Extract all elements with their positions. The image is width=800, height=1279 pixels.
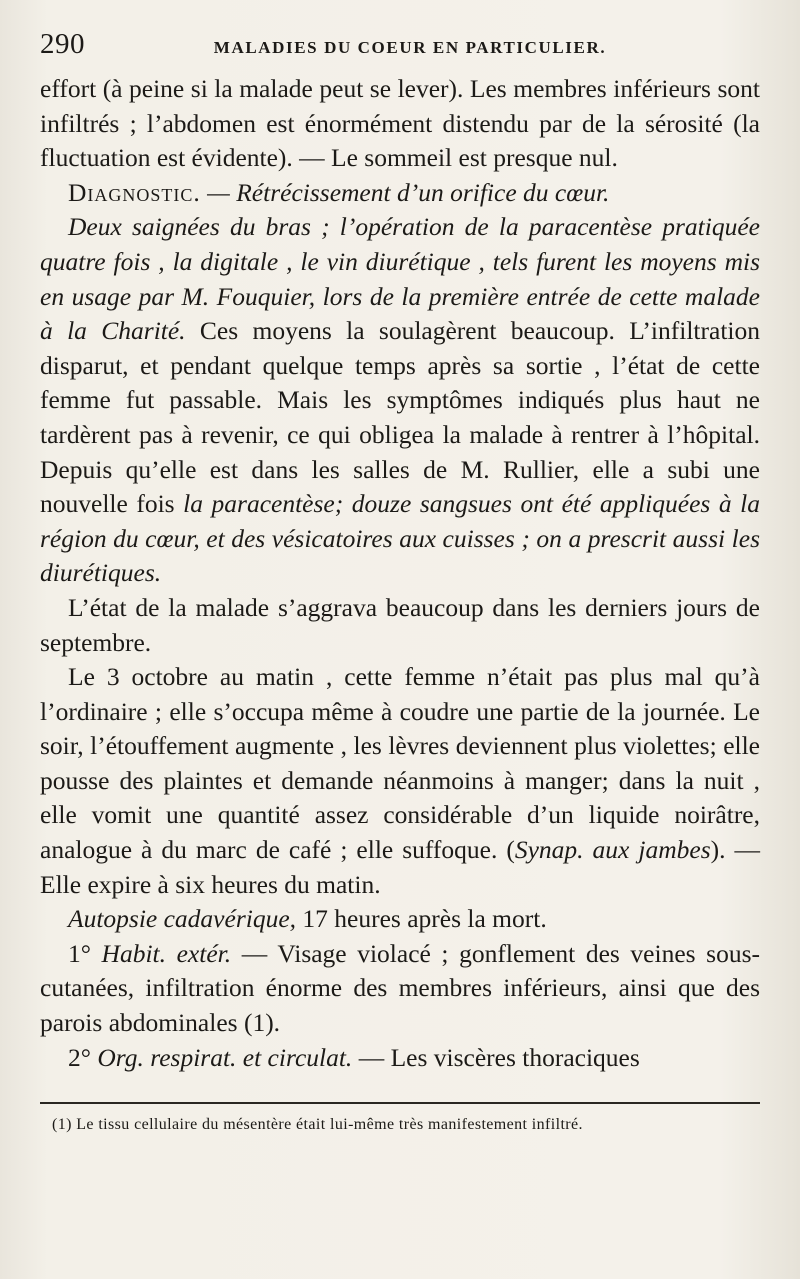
body-text [40,72,760,1075]
paragraph-autopsy [40,902,760,937]
organs-label: Org. respirat. et circulat. [97,1042,353,1072]
october-text-a: Le 3 octobre au matin , cette femme n’était pas plus mal qu’à l’ordinaire ; elle s’occupa même à coudre une partie de la journée. Le soir, l’étouffement augmente , les lèvres deviennent plus violettes; elle pousse des plaintes et demande néanmoins à manger; dans la nuit , elle vomit une quantité assez considérable d’un liquide noirâtre, analogue à du marc de café ; elle suffoque. ( [40,662,760,865]
paragraph-treatment [40,210,760,591]
paragraph-october [40,660,760,902]
diagnostic-text: — Rétrécissement d’un orifice du cœur. [200,177,610,207]
footnote-rule [40,1102,760,1104]
running-title: MALADIES DU COEUR EN PARTICULIER. [213,38,607,57]
habit-label: Habit. extér. [101,938,232,968]
paragraph-habit [40,937,760,1041]
autopsy-text: 17 heures après la mort. [296,904,547,934]
habit-number: 1° [68,938,102,968]
aggravation-text: L’état de la malade s’aggrava beaucoup dans les derniers jours de septembre. [40,592,760,657]
paragraph-aggravation [40,591,760,660]
organs-text: — Les viscères thoraciques [352,1042,640,1072]
paragraph-organs [40,1041,760,1076]
october-text-b: ). — Elle expire à six heures du matin. [40,835,760,899]
footnote-text: (1) Le tissu cellulaire du mésentère était lui-même très manifestement infiltré. [52,1116,583,1134]
organs-number: 2° [68,1042,98,1072]
autopsy-label: Autopsie cadavérique, [68,904,297,934]
footnote [40,1114,760,1136]
page-number: 290 [40,28,85,60]
treatment-roman: Ces moyens la soulagèrent beaucoup. L’infiltration disparut, et pendant quelque temps après sa sortie , l’état de cette femme fut passable. Mais les symptômes indiqués plus haut ne tardèrent pas à revenir, ce qui obligea la malade à rentrer à l’hôpital. Depuis qu’elle est dans les salles de M. Rullier, elle a subi une nouvelle fois [40,316,760,519]
paragraph-symptoms [40,72,760,176]
running-header [40,28,760,72]
paragraph-symptoms-text: effort (à peine si la malade peut se lever). Les membres inférieurs sont infiltrés ; l’abdomen est énormément distendu par de la sérosité (la fluctuation est évidente). — Le sommeil est presque nul. [40,74,760,173]
treatment-italic-b: la paracentèse; douze sangsues ont été appliquées à la région du cœur, et des vésicatoires aux cuisses ; on a prescrit aussi les diurétiques. [40,489,760,588]
diagnostic-label: Diagnostic. [68,177,201,207]
treatment-italic-a: Deux saignées du bras ; l’opération de la paracentèse pratiquée quatre fois , la digitale , le vin diurétique , tels furent les moyens mis en usage par M. Fouquier, lors de la première entrée de cette malade à la Charité. [40,212,760,346]
paragraph-diagnostic [40,176,760,211]
october-italic: Synap. aux jambes [514,835,711,865]
habit-text: — Visage violacé ; gonflement des veines sous-cutanées, infiltration énorme des membres inférieurs, ainsi que des parois abdominales (1). [40,938,760,1038]
